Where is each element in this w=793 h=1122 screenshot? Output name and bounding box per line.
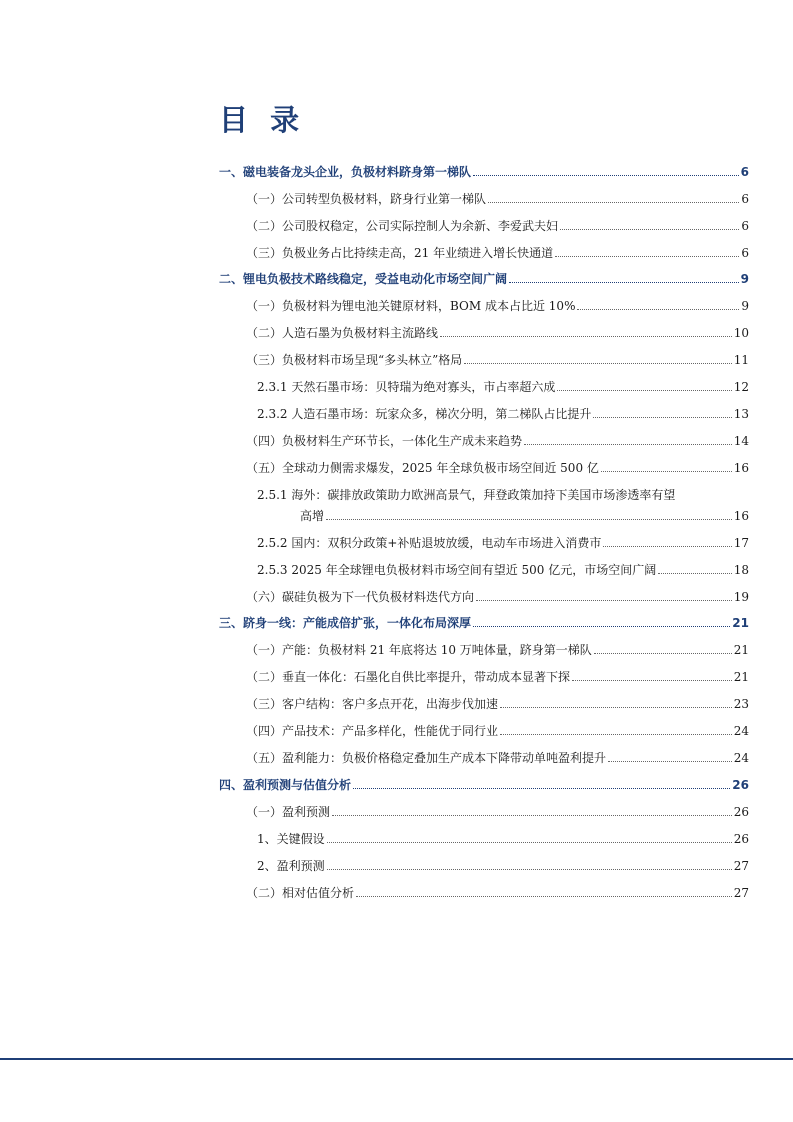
toc-entry-text: （二）公司股权稳定，公司实际控制人为余新、李爱武夫妇 [246, 219, 559, 233]
toc-entry-text: 2.3.1 天然石墨市场：贝特瑞为绝对寡头，市占率超六成 [257, 380, 556, 394]
toc-entry-1-1[interactable] [246, 191, 749, 207]
toc-entry-2-5-2[interactable] [257, 535, 749, 551]
toc-entry-text: （三）负极材料市场呈现“多头林立”格局 [246, 353, 463, 367]
toc-entry-text: 一、磁电装备龙头企业，负极材料跻身第一梯队 [219, 165, 472, 179]
toc-leader-dots [524, 443, 732, 445]
toc-page-number: 13 [733, 407, 749, 421]
toc-entry-2-5-1-line1[interactable]: 2.5.1 海外：碳排放政策助力欧洲高景气，拜登政策加持下美国市场渗透率有望 [257, 488, 676, 502]
toc-entry-2-5-3[interactable] [257, 562, 749, 578]
toc-page-number: 23 [733, 697, 749, 711]
toc-leader-dots [440, 335, 732, 337]
toc-leader-dots [557, 389, 731, 391]
toc-leader-dots [464, 362, 731, 364]
toc-leader-dots [603, 545, 731, 547]
toc-entry-2-5-1[interactable] [300, 508, 749, 524]
toc-leader-dots [594, 652, 732, 654]
toc-entry-text: （四）产品技术：产品多样化，性能优于同行业 [246, 724, 499, 738]
toc-entry-4-1-2[interactable] [257, 858, 749, 874]
toc-leader-dots [326, 518, 732, 520]
toc-entry-text: 2.3.2 人造石墨市场：玩家众多，梯次分明，第二梯队占比提升 [257, 407, 592, 421]
toc-entry-text-continued: 高增 [300, 509, 325, 523]
toc-leader-dots [332, 814, 732, 816]
toc-entry-text: （五）盈利能力：负极价格稳定叠加生产成本下降带动单吨盈利提升 [246, 751, 607, 765]
toc-leader-dots [500, 733, 732, 735]
toc-entry-3-1[interactable] [246, 642, 749, 658]
toc-entry-text: （一）产能：负极材料 21 年底将达 10 万吨体量，跻身第一梯队 [246, 643, 592, 657]
toc-entry-2-3[interactable] [246, 352, 749, 368]
toc-leader-dots [555, 255, 739, 257]
toc-page-number: 24 [733, 751, 749, 765]
toc-leader-dots [327, 868, 732, 870]
toc-leader-dots [593, 416, 731, 418]
toc-entry-3-5[interactable] [246, 750, 749, 766]
toc-entry-text: （一）公司转型负极材料，跻身行业第一梯队 [246, 192, 487, 206]
toc-page-number: 9 [741, 299, 749, 313]
toc-entry-2-3-1[interactable] [257, 379, 749, 395]
footer-divider [0, 1058, 793, 1060]
toc-leader-dots [500, 706, 732, 708]
toc-leader-dots [572, 679, 732, 681]
toc-entry-text: 二、锂电负极技术路线稳定，受益电动化市场空间广阔 [219, 272, 508, 286]
toc-entry-text: （五）全球动力侧需求爆发，2025 年全球负极市场空间近 500 亿 [246, 461, 599, 475]
toc-entry-section-1[interactable] [219, 164, 749, 180]
toc-leader-dots [608, 760, 732, 762]
toc-page-number: 12 [733, 380, 749, 394]
toc-entry-text: （一）负极材料为锂电池关键原材料，BOM 成本占比近 10% [246, 299, 576, 313]
toc-page-number: 6 [741, 219, 749, 233]
toc-page-number: 17 [733, 536, 749, 550]
toc-page-number: 26 [733, 832, 749, 846]
toc-entry-2-1[interactable] [246, 298, 749, 314]
toc-page-number: 10 [733, 326, 749, 340]
toc-entry-text: 1、关键假设 [257, 832, 325, 846]
toc-page-number: 16 [733, 461, 749, 475]
toc-leader-dots [327, 841, 732, 843]
toc-entry-section-3[interactable] [219, 615, 749, 631]
toc-leader-dots [601, 470, 732, 472]
toc-entry-text: 2.5.3 2025 年全球锂电负极材料市场空间有望近 500 亿元，市场空间广阔 [257, 563, 657, 577]
toc-page-number: 27 [733, 886, 749, 900]
toc-page-number: 14 [733, 434, 749, 448]
toc-leader-dots [353, 787, 730, 789]
toc-entry-4-1-1[interactable] [257, 831, 749, 847]
toc-leader-dots [356, 895, 732, 897]
toc-page-number: 6 [740, 165, 749, 179]
toc-page-number: 6 [741, 192, 749, 206]
toc-page-number: 26 [732, 778, 749, 792]
toc-entry-section-2[interactable] [219, 271, 749, 287]
toc-entry-3-2[interactable] [246, 669, 749, 685]
toc-page-number: 18 [733, 563, 749, 577]
toc-leader-dots [658, 572, 731, 574]
toc-leader-dots [488, 201, 739, 203]
toc-page-number: 21 [732, 616, 749, 630]
toc-leader-dots [473, 625, 730, 627]
toc-page-number: 21 [733, 670, 749, 684]
toc-page-number: 9 [740, 272, 749, 286]
toc-entry-text: 2、盈利预测 [257, 859, 325, 873]
toc-page-number: 11 [733, 353, 749, 367]
toc-page-number: 26 [733, 805, 749, 819]
toc-entry-text: （四）负极材料生产环节长，一体化生产成未来趋势 [246, 434, 523, 448]
toc-entry-text: （一）盈利预测 [246, 805, 331, 819]
toc-entry-text: （二）人造石墨为负极材料主流路线 [246, 326, 439, 340]
toc-entry-4-2[interactable] [246, 885, 749, 901]
toc-page-number: 21 [733, 643, 749, 657]
toc-leader-dots [476, 599, 732, 601]
toc-entry-3-4[interactable] [246, 723, 749, 739]
toc-entry-text: 四、盈利预测与估值分析 [219, 778, 352, 792]
toc-entry-text: 三、跻身一线：产能成倍扩张，一体化布局深厚 [219, 616, 472, 630]
toc-entry-2-5[interactable] [246, 460, 749, 476]
toc-page-number: 16 [733, 509, 749, 523]
toc-leader-dots [473, 174, 739, 176]
toc-page-number: 27 [733, 859, 749, 873]
toc-entry-1-2[interactable] [246, 218, 749, 234]
toc-entry-text: （三）客户结构：客户多点开花，出海步伐加速 [246, 697, 499, 711]
toc-title: 目 录 [219, 103, 306, 137]
toc-entry-2-6[interactable] [246, 589, 749, 605]
toc-entry-text: 2.5.2 国内：双积分政策+补贴退坡放缓，电动车市场进入消费市 [257, 536, 602, 550]
toc-entry-text: （六）碳硅负极为下一代负极材料迭代方向 [246, 590, 475, 604]
toc-entry-1-3[interactable] [246, 245, 749, 261]
toc-leader-dots [560, 228, 739, 230]
toc-entry-4-1[interactable] [246, 804, 749, 820]
toc-entry-text: （三）负极业务占比持续走高，21 年业绩进入增长快通道 [246, 246, 554, 260]
toc-entry-3-3[interactable] [246, 696, 749, 712]
toc-entry-2-2[interactable] [246, 325, 749, 341]
toc-entry-text: （二）相对估值分析 [246, 886, 355, 900]
toc-page-number: 19 [733, 590, 749, 604]
toc-entry-2-4[interactable] [246, 433, 749, 449]
toc-entry-2-3-2[interactable] [257, 406, 749, 422]
toc-entry-text: （二）垂直一体化：石墨化自供比率提升，带动成本显著下探 [246, 670, 571, 684]
toc-page-number: 24 [733, 724, 749, 738]
toc-page-number: 6 [741, 246, 749, 260]
toc-leader-dots [577, 308, 739, 310]
toc-leader-dots [509, 281, 739, 283]
toc-entry-section-4[interactable] [219, 777, 749, 793]
